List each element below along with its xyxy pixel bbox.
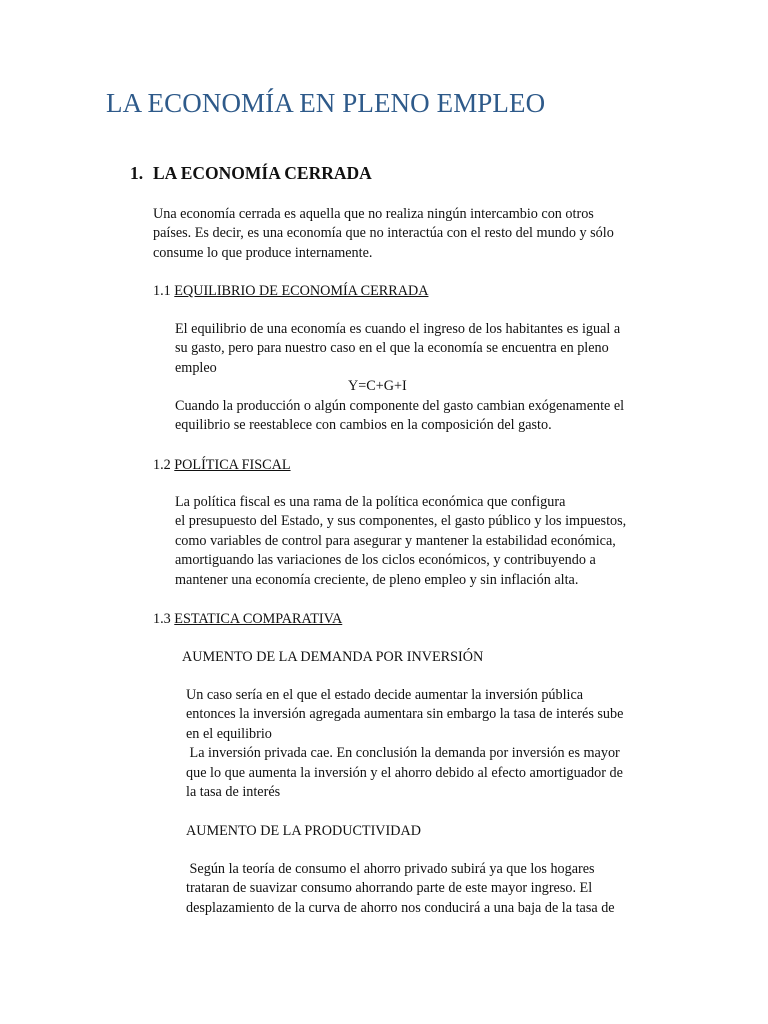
- paragraph-line: La política fiscal es una rama de la política económica que configura: [175, 494, 566, 510]
- productivity-heading: AUMENTO DE LA PRODUCTIVIDAD: [186, 823, 422, 839]
- equation: Y=C+G+I: [348, 378, 407, 394]
- subsection-1-1-title: EQUILIBRIO DE ECONOMÍA CERRADA: [174, 283, 429, 299]
- section-1-number: 1.: [130, 163, 144, 183]
- paragraph-line: países. Es decir, es una economía que no interactúa con el resto del mundo y sólo: [153, 225, 614, 242]
- subsection-1-3-title: ESTATICA COMPARATIVA: [174, 611, 343, 627]
- paragraph-line: Según la teoría de consumo el ahorro privado subirá ya que los hogares: [186, 861, 595, 877]
- paragraph-line: Un caso sería en el que el estado decide aumentar la inversión pública: [186, 687, 584, 703]
- paragraph-line: desplazamiento de la curva de ahorro nos conducirá a una baja de la tasa de: [186, 899, 615, 916]
- paragraph-line: equilibrio se reestablece con cambios en la composición del gasto.: [175, 417, 552, 434]
- productivity-paragraph: [186, 860, 615, 918]
- paragraph-line: empleo: [175, 359, 217, 376]
- paragraph-line: su gasto, pero para nuestro caso en el que la economía se encuentra en pleno: [175, 340, 609, 357]
- section-1-heading-text: LA ECONOMÍA CERRADA: [153, 163, 372, 183]
- paragraph-line: amortiguando las variaciones de los ciclos económicos, y contribuyendo a: [175, 552, 596, 569]
- section-1-heading: [130, 163, 372, 184]
- paragraph-line: como variables de control para asegurar y mantener la estabilidad económica,: [175, 532, 616, 549]
- paragraph-line: que lo que aumenta la inversión y el ahorro debido al efecto amortiguador de: [186, 764, 623, 781]
- paragraph-line: la tasa de interés: [186, 784, 281, 801]
- subsection-1-1-paragraph-a: [175, 320, 620, 378]
- subsection-1-2-heading: [153, 456, 291, 475]
- subsection-1-3-number: 1.3: [153, 611, 171, 627]
- document-title: LA ECONOMÍA EN PLENO EMPLEO: [106, 88, 546, 118]
- subsection-1-2-title: POLÍTICA FISCAL: [174, 457, 291, 473]
- investment-demand-paragraph: [186, 686, 623, 802]
- subsection-1-2-paragraph: [175, 493, 626, 590]
- subsection-1-2-number: 1.2: [153, 457, 171, 473]
- paragraph-line: Una economía cerrada es aquella que no realiza ningún intercambio con otros: [153, 206, 594, 222]
- subsection-1-1-number: 1.1: [153, 283, 171, 299]
- paragraph-line: Cuando la producción o algún componente del gasto cambian exógenamente el: [175, 398, 625, 414]
- paragraph-line: El equilibrio de una economía es cuando el ingreso de los habitantes es igual a: [175, 321, 621, 337]
- paragraph-line: trataran de suavizar consumo ahorrando parte de este mayor ingreso. El: [186, 880, 593, 897]
- subsection-1-1-paragraph-b: [175, 397, 624, 436]
- subsection-1-1-heading: [153, 282, 428, 301]
- paragraph-line: en el equilibrio: [186, 725, 272, 742]
- paragraph-line: consume lo que produce internamente.: [153, 244, 373, 261]
- section-1-intro: [153, 205, 614, 263]
- paragraph-line: mantener una economía creciente, de pleno empleo y sin inflación alta.: [175, 571, 579, 588]
- paragraph-line: el presupuesto del Estado, y sus componentes, el gasto público y los impuestos,: [175, 513, 627, 530]
- paragraph-line: La inversión privada cae. En conclusión la demanda por inversión es mayor: [186, 745, 620, 762]
- subsection-1-3-heading: [153, 610, 342, 629]
- investment-demand-heading: AUMENTO DE LA DEMANDA POR INVERSIÓN: [182, 649, 484, 665]
- paragraph-line: entonces la inversión agregada aumentara sin embargo la tasa de interés sube: [186, 706, 624, 723]
